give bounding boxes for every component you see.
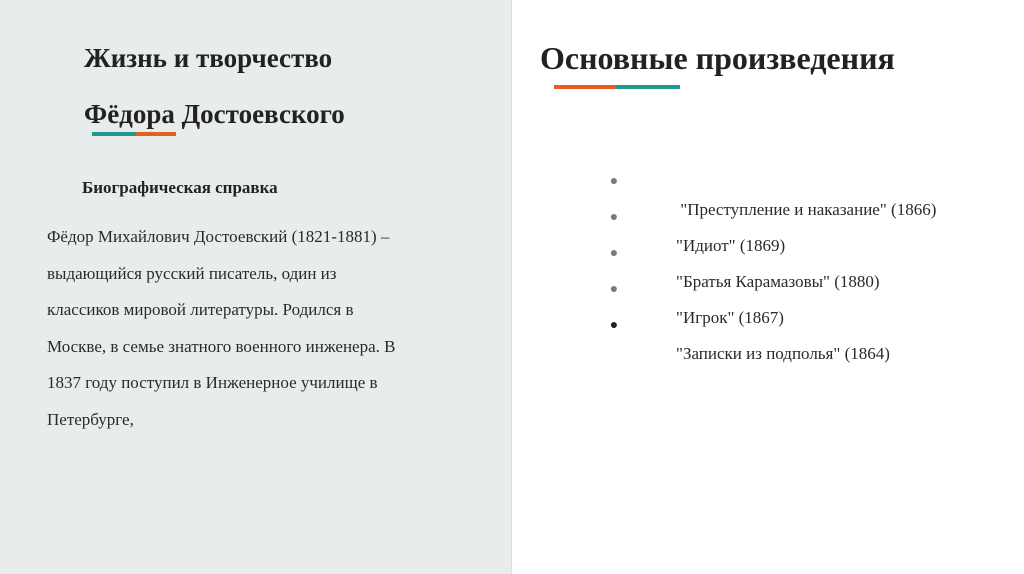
biography-line: Петербурге, xyxy=(47,409,134,429)
work-title: "Идиот" (1869) xyxy=(676,236,786,255)
biography-line: Москве, в семье знатного военного инженера. В xyxy=(47,336,396,356)
biography-text xyxy=(47,219,487,438)
works-list-item xyxy=(604,312,936,363)
works-title: Основные произведения xyxy=(540,40,895,76)
biography-subheading: Биографическая справка xyxy=(82,178,278,197)
works-list-item xyxy=(604,240,936,291)
title-accent-bar xyxy=(92,132,176,136)
biography-title xyxy=(84,30,484,142)
biography-title-line-2: Фёдора Достоевского xyxy=(84,99,345,129)
biography-line: выдающийся русский писатель, один из xyxy=(47,263,337,283)
works-list-item xyxy=(604,276,936,327)
works-title-accent-bar xyxy=(554,85,680,89)
bullet-icon: ● xyxy=(609,246,619,261)
accent-teal-segment xyxy=(616,85,680,89)
work-title: "Преступление и наказание" (1866) xyxy=(676,200,937,219)
works-list xyxy=(604,168,937,363)
biography-title-line-1: Жизнь и творчество xyxy=(84,43,333,73)
work-title: "Игрок" (1867) xyxy=(676,308,784,327)
bullet-icon: ● xyxy=(609,174,619,189)
work-title: "Записки из подполья" (1864) xyxy=(676,344,890,363)
works-list-item xyxy=(604,168,937,219)
works-list-item xyxy=(604,204,936,255)
biography-line: классиков мировой литературы. Родился в xyxy=(47,300,354,319)
work-title: "Братья Карамазовы" (1880) xyxy=(676,272,880,291)
accent-orange-segment xyxy=(554,85,616,89)
works-panel xyxy=(512,0,1024,574)
bullet-icon: ● xyxy=(609,282,619,297)
bullet-icon: ● xyxy=(609,210,619,225)
accent-orange-segment xyxy=(136,132,176,136)
bullet-icon: ● xyxy=(609,318,619,333)
accent-teal-segment xyxy=(92,132,136,136)
biography-line: Фёдор Михайлович Достоевский (1821-1881) – xyxy=(47,227,390,246)
biography-line: 1837 году поступил в Инженерное училище в xyxy=(47,373,378,392)
